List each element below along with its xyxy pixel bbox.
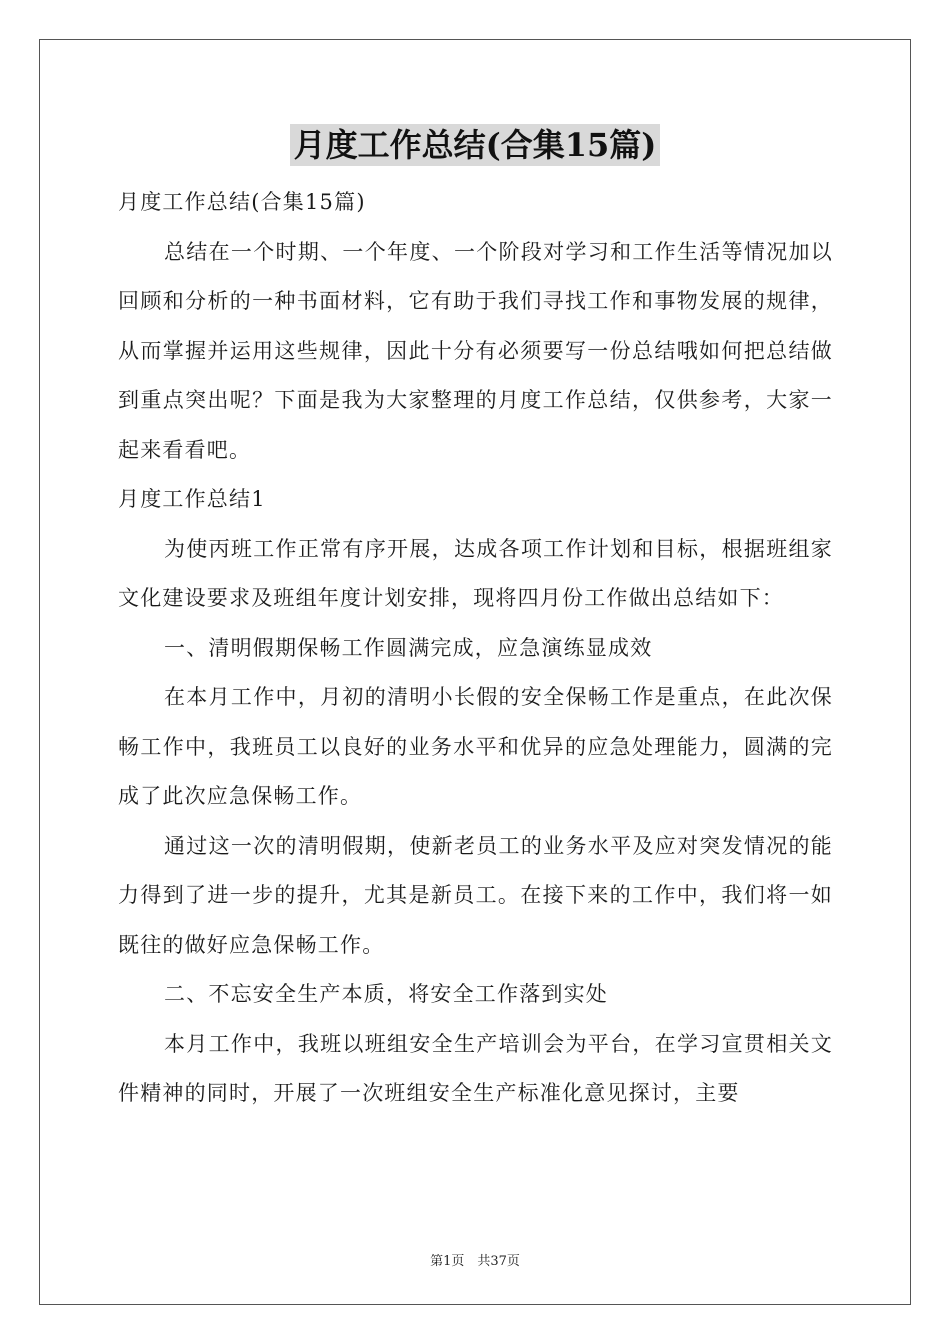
page-number-footer: 第1页 共37页 xyxy=(430,1254,520,1269)
section-heading-1: 月度工作总结1 xyxy=(118,487,266,511)
paragraph-intro: 总结在一个时期、一个年度、一个阶段对学习和工作生活等情况加以回顾和分析的一种书面材料，它有助于我们寻找工作和事物发展的规律，从而掌握并运用这些规律，因此十分有必须要写一份总结哦如何把总结做到重点突出呢？下面是我为大家整理的月度工作总结，仅供参考，大家一起来看看吧。 xyxy=(118,239,833,462)
paragraph-qingming-1: 在本月工作中，月初的清明小长假的安全保畅工作是重点，在此次保畅工作中，我班员工以良好的业务水平和优异的应急处理能力，圆满的完成了此次应急保畅工作。 xyxy=(118,685,833,808)
paragraph-safety: 本月工作中，我班以班组安全生产培训会为平台，在学习宣贯相关文件精神的同时，开展了一次班组安全生产标准化意见探讨，主要 xyxy=(118,1031,833,1105)
subheading-qingming: 一、清明假期保畅工作圆满完成，应急演练显成效 xyxy=(164,635,653,660)
document-title: 月度工作总结(合集15篇) xyxy=(290,124,661,166)
paragraph-qingming-2: 通过这一次的清明假期，使新老员工的业务水平及应对突发情况的能力得到了进一步的提升，尤其是新员工。在接下来的工作中，我们将一如既往的做好应急保畅工作。 xyxy=(118,833,833,957)
subheading-safety: 二、不忘安全生产本质，将安全工作落到实处 xyxy=(164,982,608,1006)
title-container xyxy=(0,124,950,166)
document-body xyxy=(118,178,833,1119)
document-subtitle: 月度工作总结(合集15篇) xyxy=(118,190,366,214)
paragraph-purpose: 为使丙班工作正常有序开展，达成各项工作计划和目标，根据班组家文化建设要求及班组年度计划安排，现将四月份工作做出总结如下： xyxy=(118,536,833,610)
